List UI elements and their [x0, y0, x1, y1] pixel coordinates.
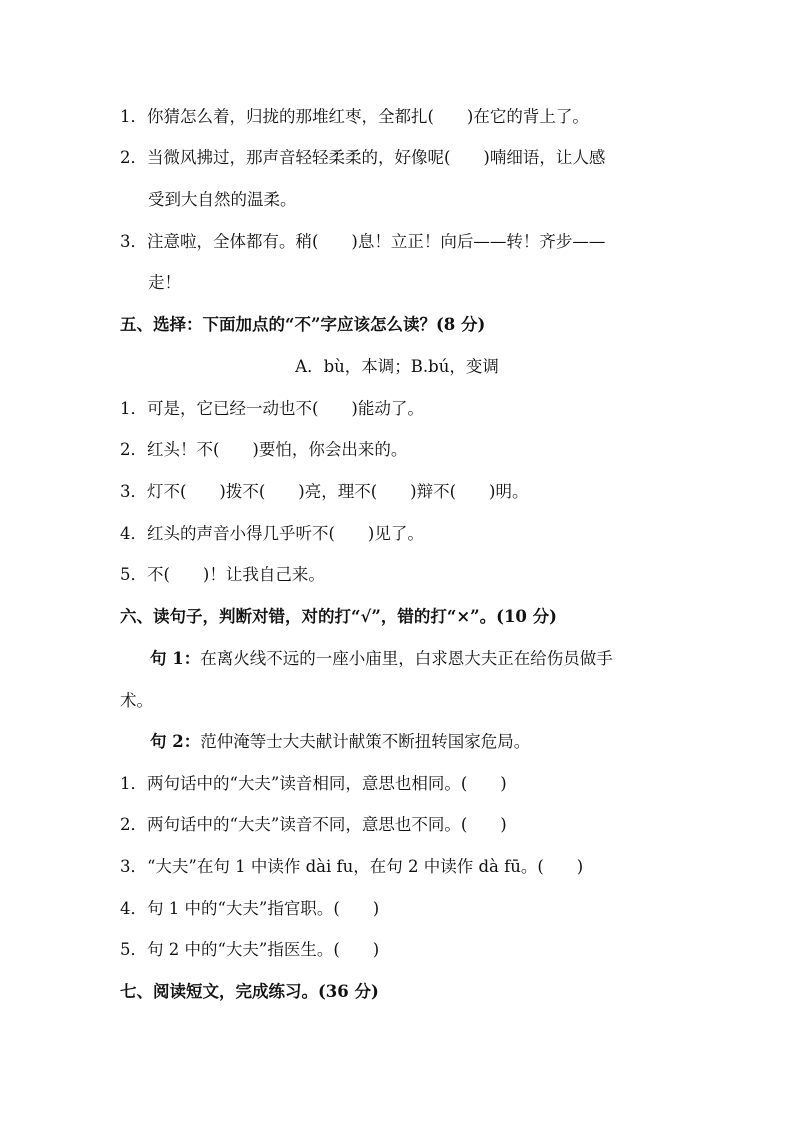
sentence-text: 在离火线不远的一座小庙里，白求恩大夫正在给伤员做手: [200, 649, 613, 668]
sentence-1: [150, 648, 730, 670]
section-heading: 七、阅读短文，完成练习。(36 分): [120, 982, 379, 1001]
question-item: 2．两句话中的“大夫”读音不同，意思也不同。( ): [120, 815, 507, 834]
question-item: 5．句 2 中的“大夫”指医生。( ): [120, 940, 380, 959]
sentence-1-continuation: 术。: [120, 691, 153, 710]
question-item: 3．灯不( )拨不( )亮，理不( )辩不( )明。: [120, 482, 529, 501]
section-heading: 六、读句子，判断对错，对的打“√”，错的打“×”。(10 分): [120, 607, 557, 626]
question-item: 3．注意啦，全体都有。稍( )息！立正！向后——转！齐步——: [120, 232, 606, 251]
question-item: 2．当微风拂过，那声音轻轻柔柔的，好像呢( )喃细语，让人感: [120, 148, 606, 167]
answer-options: A．bù，本调；B.bú，变调: [295, 357, 499, 376]
question-item: 4．句 1 中的“大夫”指官职。( ): [120, 899, 380, 918]
sentence-2: [150, 731, 730, 753]
question-item: 2．红头！不( )要怕，你会出来的。: [120, 440, 408, 459]
question-item: 1．两句话中的“大夫”读音相同，意思也相同。( ): [120, 774, 507, 793]
question-item-continuation: 走！: [148, 273, 181, 292]
sentence-label: 句 1：: [150, 649, 201, 668]
sentence-text: 范仲淹等士大夫献计献策不断扭转国家危局。: [200, 732, 531, 751]
question-item: 1．你猜怎么着，归拢的那堆红枣，全都扎( )在它的背上了。: [120, 107, 589, 126]
question-item: 4．红头的声音小得几乎听不( )见了。: [120, 524, 424, 543]
question-item: 3．“大夫”在句 1 中读作 dài fu，在句 2 中读作 dà fū。( ): [120, 857, 584, 876]
question-item: 1．可是，它已经一动也不( )能动了。: [120, 399, 424, 418]
sentence-label: 句 2：: [150, 732, 201, 751]
question-item-continuation: 受到大自然的温柔。: [148, 190, 297, 209]
section-heading: 五、选择：下面加点的“不”字应该怎么读？(8 分): [120, 315, 486, 334]
question-item: 5．不( )！让我自己来。: [120, 565, 325, 584]
